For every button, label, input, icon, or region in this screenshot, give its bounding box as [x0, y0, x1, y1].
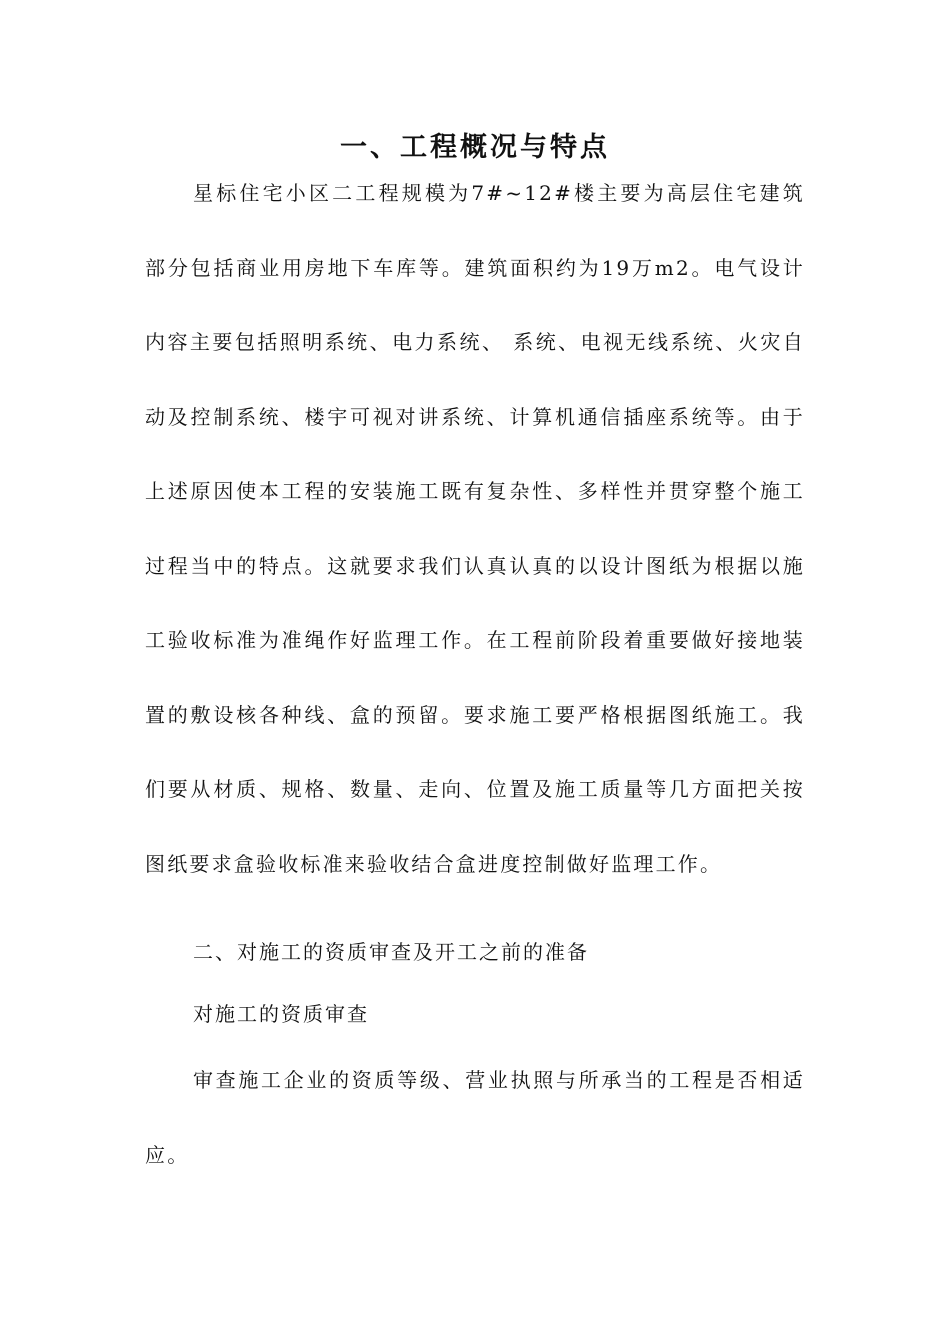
paragraph-qualification-review: 审查施工企业的资质等级、营业执照与所承当的工程是否相适应。 [145, 1068, 805, 1167]
section-heading-qualification: 二、对施工的资质审查及开工之前的准备 [193, 940, 589, 964]
page-title: 一、工程概况与特点 [340, 132, 610, 163]
paragraph-project-overview: 星标住宅小区二工程规模为7#~12#楼主要为高层住宅建筑部分包括商业用房地下车库等。建筑面积约为19万m2。电气设计内容主要包括照明系统、电力系统、 系统、电视无线系统、火灾自动及控制系统、楼宇可视对讲系统、计算机通信插座系统等。由于上述原因使本工程的安装施工既有复杂性、多样性并贯穿整个施工过程当中的特点。这就要求我们认真认真的以设计图纸为根据以施工验收标准为准绳作好监理工作。在工程前阶段着重要做好接地装置的敷设核各种线、盒的预留。要求施工要严格根据图纸施工。我们要从材质、规格、数量、走向、位置及施工质量等几方面把关按图纸要求盒验收标准来验收结合盒进度控制做好监理工作。 [145, 181, 805, 876]
subsection-heading-review: 对施工的资质审查 [193, 1002, 369, 1026]
